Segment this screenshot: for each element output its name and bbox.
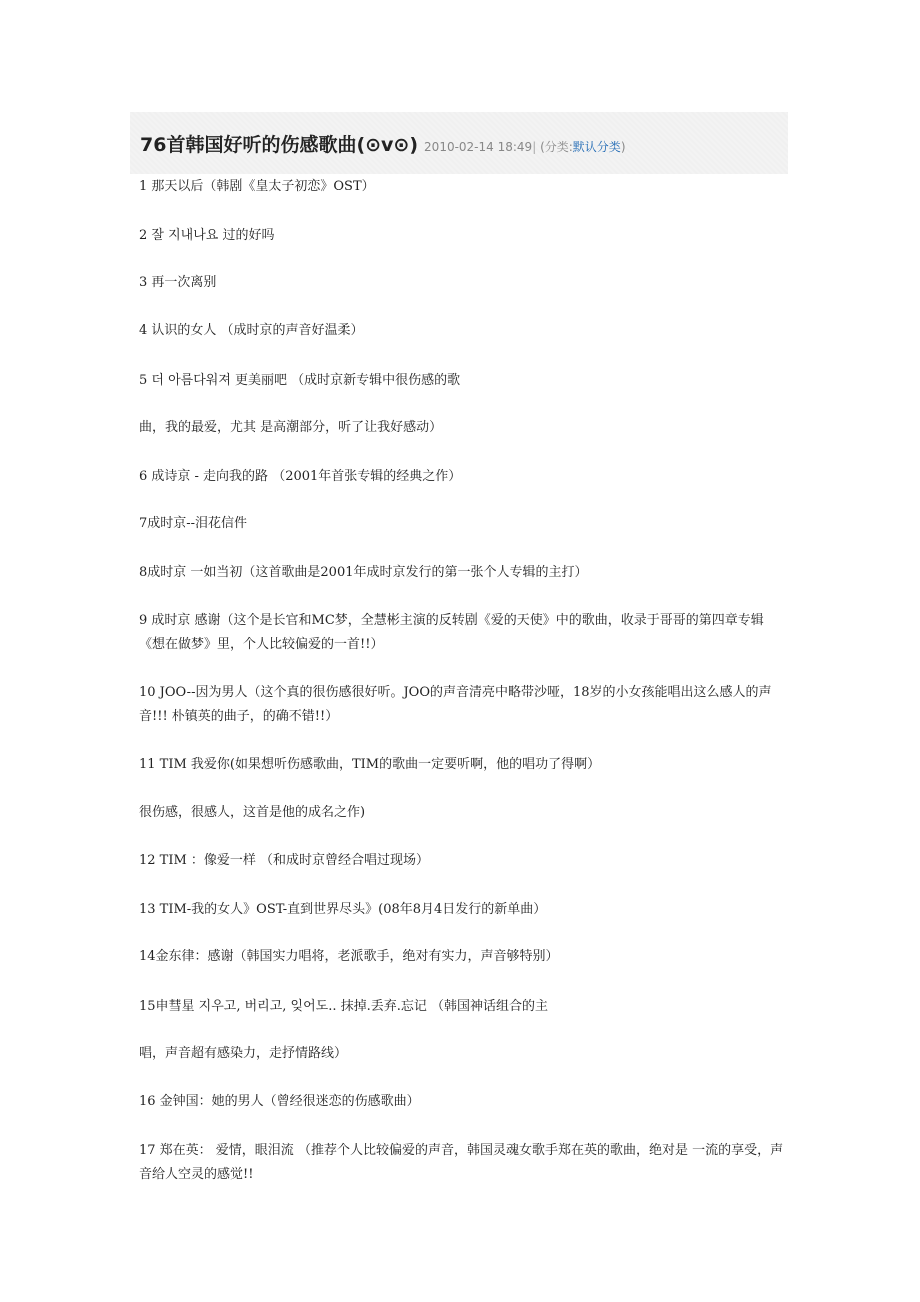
post-title: 76首韩国好听的伤感歌曲(⊙v⊙) — [140, 133, 419, 156]
list-item: 11 TIM 我爱你(如果想听伤感歌曲，TIM的歌曲一定要听啊，他的唱功了得啊） — [139, 757, 601, 772]
list-item: 2 잘 지내나요 过的好吗 — [139, 228, 275, 243]
list-item: 1 那天以后（韩剧《皇太子初恋》OST） — [139, 179, 375, 194]
post-title-row — [130, 130, 626, 157]
post-meta — [424, 138, 625, 155]
list-item: 12 TIM ：像爱一样 （和成时京曾经合唱过现场） — [139, 853, 430, 868]
list-item: 7成时京--泪花信件 — [139, 516, 248, 531]
list-item: 15申彗星 지우고, 버리고, 잊어도.. 抹掉.丢弃.忘记 （韩国神话组合的主 — [139, 999, 549, 1014]
list-item: 17 郑在英： 爱情，眼泪流 （推荐个人比较偏爱的声音，韩国灵魂女歌手郑在英的歌曲，绝对是 一流的享受，声音给人空灵的感觉!! — [139, 1143, 784, 1182]
post-header — [130, 112, 788, 174]
list-item: 9 成时京 感谢（这个是长官和MC梦，全慧彬主演的反转剧《爱的天使》中的歌曲，收录于哥哥的第四章专辑《想在做梦》里，个人比较偏爱的一首!!） — [139, 613, 764, 652]
category-prefix: (分类: — [540, 139, 573, 154]
list-item: 10 JOO--因为男人（这个真的很伤感很好听。JOO的声音清亮中略带沙哑，18岁的小女孩能唱出这么感人的声音!!! 朴镇英的曲子，的确不错!!） — [139, 685, 772, 724]
list-item: 13 TIM-我的女人》OST-直到世界尽头》(08年8月4日发行的新单曲） — [139, 902, 547, 917]
category-link[interactable]: 默认分类 — [572, 139, 621, 154]
list-item: 8成时京 一如当初（这首歌曲是2001年成时京发行的第一张个人专辑的主打） — [139, 565, 588, 580]
list-item: 很伤感，很感人，这首是他的成名之作) — [139, 805, 366, 820]
list-item: 3 再一次离别 — [139, 275, 217, 290]
category-suffix: ) — [620, 139, 626, 154]
list-item: 16 金钟国：她的男人（曾经很迷恋的伤感歌曲） — [139, 1094, 420, 1109]
list-item: 5 더 아름다워져 更美丽吧 （成时京新专辑中很伤感的歌 — [139, 373, 461, 388]
post-datetime: 2010-02-14 18:49 — [424, 139, 533, 154]
list-item: 曲，我的最爱，尤其 是高潮部分，听了让我好感动） — [139, 420, 443, 435]
list-item: 14金东律：感谢（韩国实力唱将，老派歌手，绝对有实力，声音够特别） — [139, 949, 559, 964]
list-item: 6 成诗京 - 走向我的路 （2001年首张专辑的经典之作） — [139, 469, 462, 484]
list-item: 唱，声音超有感染力，走抒情路线） — [139, 1046, 348, 1061]
list-item: 4 认识的女人 （成时京的声音好温柔） — [139, 323, 364, 338]
meta-separator: | — [532, 139, 537, 154]
